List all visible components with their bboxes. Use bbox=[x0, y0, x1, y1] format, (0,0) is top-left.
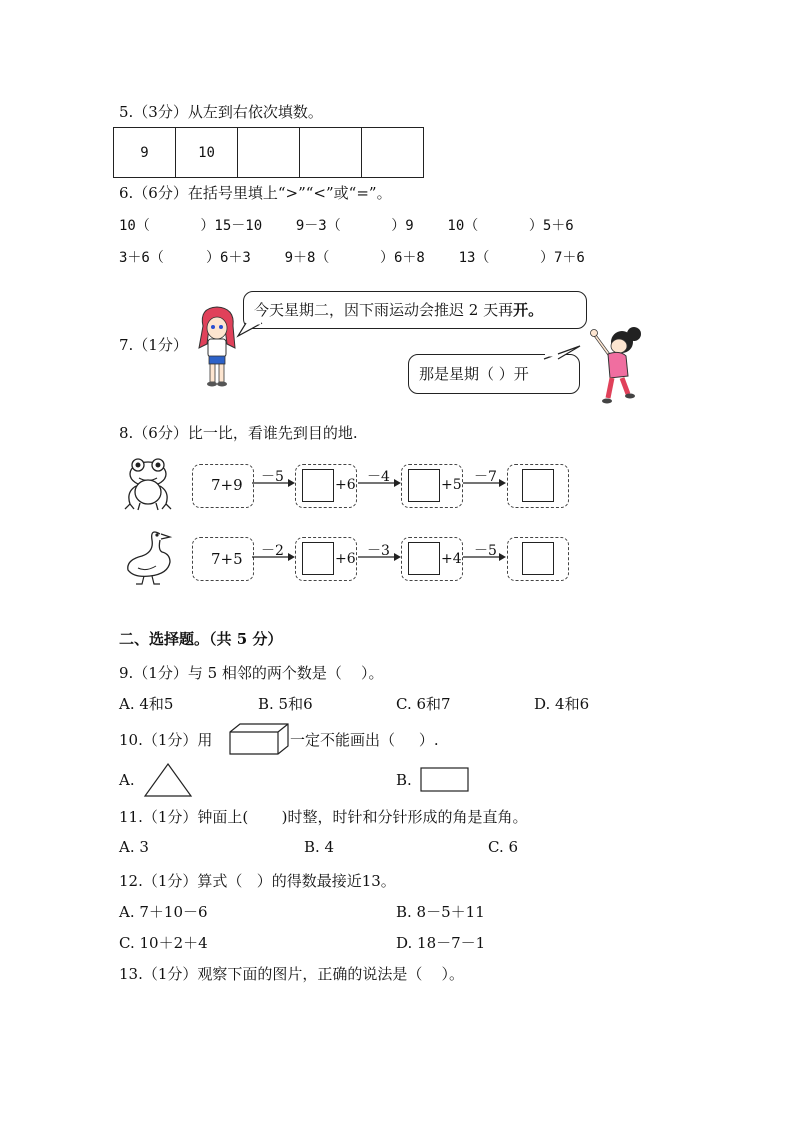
q12-option-d[interactable]: D. 18－7－1 bbox=[396, 934, 486, 952]
q9-option-b[interactable]: B. 5和6 bbox=[258, 695, 313, 713]
triangle-icon[interactable] bbox=[143, 762, 193, 798]
q11-option-b[interactable]: B. 4 bbox=[304, 838, 335, 856]
goose-op-3: －3 bbox=[367, 543, 390, 559]
goose-start-expression: 7+5 bbox=[211, 550, 243, 568]
goose-answer-square-1[interactable] bbox=[302, 542, 334, 575]
q9-option-c[interactable]: C. 6和7 bbox=[396, 695, 451, 713]
speech-bubble-1 bbox=[243, 291, 587, 329]
sequence-cell-blank[interactable] bbox=[362, 128, 424, 178]
speech-bubble-1-text: 今天星期二，因下雨运动会推迟 2 天再 bbox=[254, 301, 514, 319]
q12-option-c[interactable]: C. 10＋2＋4 bbox=[119, 934, 208, 952]
goose-icon bbox=[120, 526, 176, 586]
q13-text: 13.（1分）观察下面的图片，正确的说法是（ ）。 bbox=[119, 965, 464, 983]
sequence-cell: 10 bbox=[176, 128, 238, 178]
number-sequence-table bbox=[113, 127, 424, 178]
speech-bubble-1-bold: 开。 bbox=[513, 301, 544, 319]
q6-text: 6.（6分）在括号里填上“>”“<”或“=”。 bbox=[119, 184, 392, 202]
frog-answer-square-3[interactable] bbox=[522, 469, 554, 502]
q9-option-a[interactable]: A. 4和5 bbox=[119, 695, 174, 713]
goose-op-2: +6 bbox=[335, 551, 356, 567]
speech-bubble-2-tail bbox=[540, 343, 586, 365]
frog-op-5: －7 bbox=[474, 469, 497, 485]
q5-text: 5.（3分）从左到右依次填数。 bbox=[119, 103, 323, 121]
frog-icon bbox=[122, 456, 174, 512]
q11-option-c[interactable]: C. 6 bbox=[488, 838, 519, 856]
sequence-cell-blank[interactable] bbox=[300, 128, 362, 178]
q8-text: 8.（6分）比一比，看谁先到目的地. bbox=[119, 424, 358, 442]
q9-option-d[interactable]: D. 4和6 bbox=[534, 695, 590, 713]
q9-text: 9.（1分）与 5 相邻的两个数是（ ）。 bbox=[119, 664, 384, 682]
q10-option-b-label[interactable]: B. bbox=[396, 771, 412, 789]
frog-op-2: +6 bbox=[335, 477, 356, 493]
frog-op-1: －5 bbox=[261, 469, 284, 485]
rectangle-icon[interactable] bbox=[420, 767, 470, 793]
frog-answer-square-2[interactable] bbox=[408, 469, 440, 502]
q6-row-1: 10（ ）15－10 9－3（ ）9 10（ ）5＋6 bbox=[119, 218, 574, 234]
q10-post: 一定不能画出（ ）. bbox=[290, 731, 439, 749]
sequence-cell-blank[interactable] bbox=[238, 128, 300, 178]
q10-option-a-label[interactable]: A. bbox=[119, 771, 135, 789]
q6-row-2: 3＋6（ ）6＋3 9＋8（ ）6＋8 13（ ）7＋6 bbox=[119, 250, 585, 266]
waving-child-illustration-icon bbox=[586, 324, 648, 406]
goose-op-5: －5 bbox=[474, 543, 497, 559]
goose-answer-square-3[interactable] bbox=[522, 542, 554, 575]
speech-bubble-2-text: 那是星期（ ）开 bbox=[419, 365, 529, 383]
goose-op-4: +4 bbox=[441, 551, 462, 567]
goose-op-1: －2 bbox=[261, 543, 284, 559]
section-2-title: 二、选择题。（共 5 分） bbox=[119, 630, 283, 648]
q11-text: 11.（1分）钟面上( )时整，时针和分针形成的角是直角。 bbox=[119, 808, 528, 826]
q10-pre: 10.（1分）用 bbox=[119, 731, 213, 749]
q12-option-b[interactable]: B. 8－5＋11 bbox=[396, 903, 485, 921]
q11-option-a[interactable]: A. 3 bbox=[119, 838, 149, 856]
cuboid-icon bbox=[228, 722, 290, 756]
goose-answer-square-2[interactable] bbox=[408, 542, 440, 575]
q7-label: 7.（1分） bbox=[119, 336, 188, 354]
speech-bubble-1-tail bbox=[236, 318, 266, 340]
q12-text: 12.（1分）算式（ ）的得数最接近13。 bbox=[119, 872, 396, 890]
girl-illustration-icon bbox=[195, 304, 239, 388]
frog-answer-square-1[interactable] bbox=[302, 469, 334, 502]
frog-op-3: －4 bbox=[367, 469, 390, 485]
sequence-cell: 9 bbox=[114, 128, 176, 178]
frog-op-4: +5 bbox=[441, 477, 462, 493]
q12-option-a[interactable]: A. 7＋10－6 bbox=[119, 903, 208, 921]
frog-start-expression: 7+9 bbox=[211, 476, 243, 494]
